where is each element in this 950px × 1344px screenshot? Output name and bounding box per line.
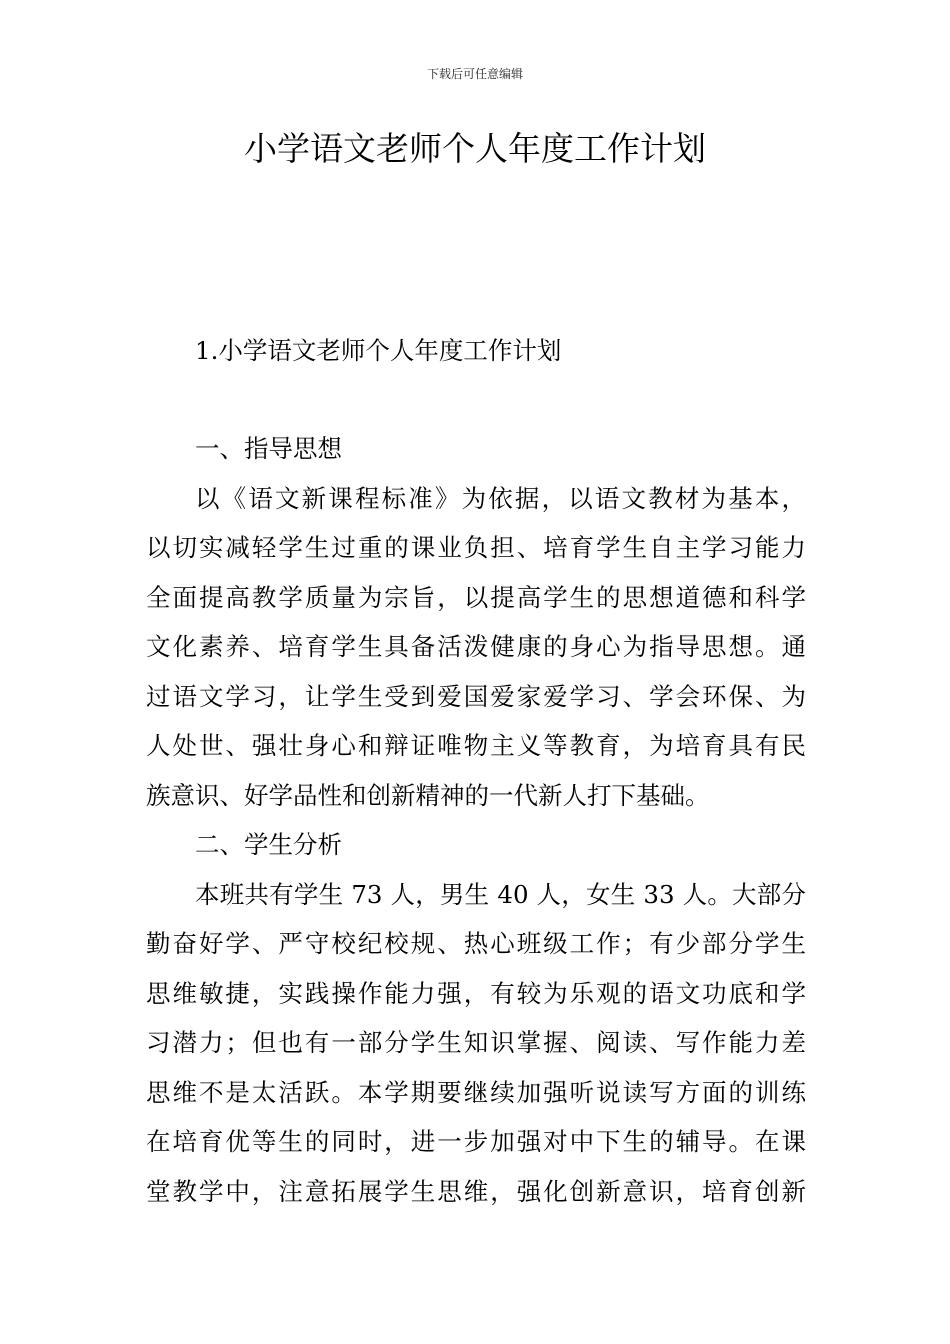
paragraph-line: 过语文学习，让学生受到爱国爱家爱学习、学会环保、为 [146, 681, 806, 711]
paragraph-line: 在培育优等生的同时，进一步加强对中下生的辅导。在课 [146, 1127, 806, 1156]
paragraph-line: 习潜力；但也有一部分学生知识掌握、阅读、写作能力差 [146, 1028, 806, 1057]
section-heading-student-analysis: 二、学生分析 [195, 830, 342, 859]
paragraph-line: 勤奋好学、严守校纪校规、热心班级工作；有少部分学生 [146, 929, 806, 958]
paragraph-line: 文化素养、培育学生具备活泼健康的身心为指导思想。通 [146, 632, 806, 661]
paragraph-line: 思维敏捷，实践操作能力强，有较为乐观的语文功底和学 [146, 978, 806, 1008]
paragraph-student-analysis [146, 870, 806, 1217]
paragraph-line: 全面提高教学质量为宗旨，以提高学生的思想道德和科学 [146, 582, 806, 612]
paragraph-line: 堂教学中，注意拓展学生思维，强化创新意识，培育创新 [146, 1176, 806, 1206]
paragraph-line: 以切实减轻学生过重的课业负担、培育学生自主学习能力 [146, 533, 806, 562]
paragraph-line: 族意识、好学品性和创新精神的一代新人打下基础。 [146, 780, 710, 810]
paragraph-line: 本班共有学生 73 人，男生 40 人，女生 33 人。大部分 [195, 879, 806, 909]
paragraph-guiding-ideology [146, 474, 806, 821]
document-title: 小学语文老师个人年度工作计划 [244, 129, 706, 168]
header-note: 下载后可任意编辑 [426, 67, 523, 81]
paragraph-line: 人处世、强壮身心和辩证唯物主义等教育，为培育具有民 [146, 731, 806, 760]
section-heading-guiding-ideology: 一、指导思想 [195, 434, 342, 463]
paragraph-line: 以《语文新课程标准》为依据，以语文教材为基本， [195, 483, 806, 513]
document-body [146, 424, 806, 1216]
paragraph-line: 思维不是太活跃。本学期要继续加强听说读写方面的训练 [146, 1077, 806, 1107]
section-subtitle: 1.小学语文老师个人年度工作计划 [195, 336, 562, 365]
